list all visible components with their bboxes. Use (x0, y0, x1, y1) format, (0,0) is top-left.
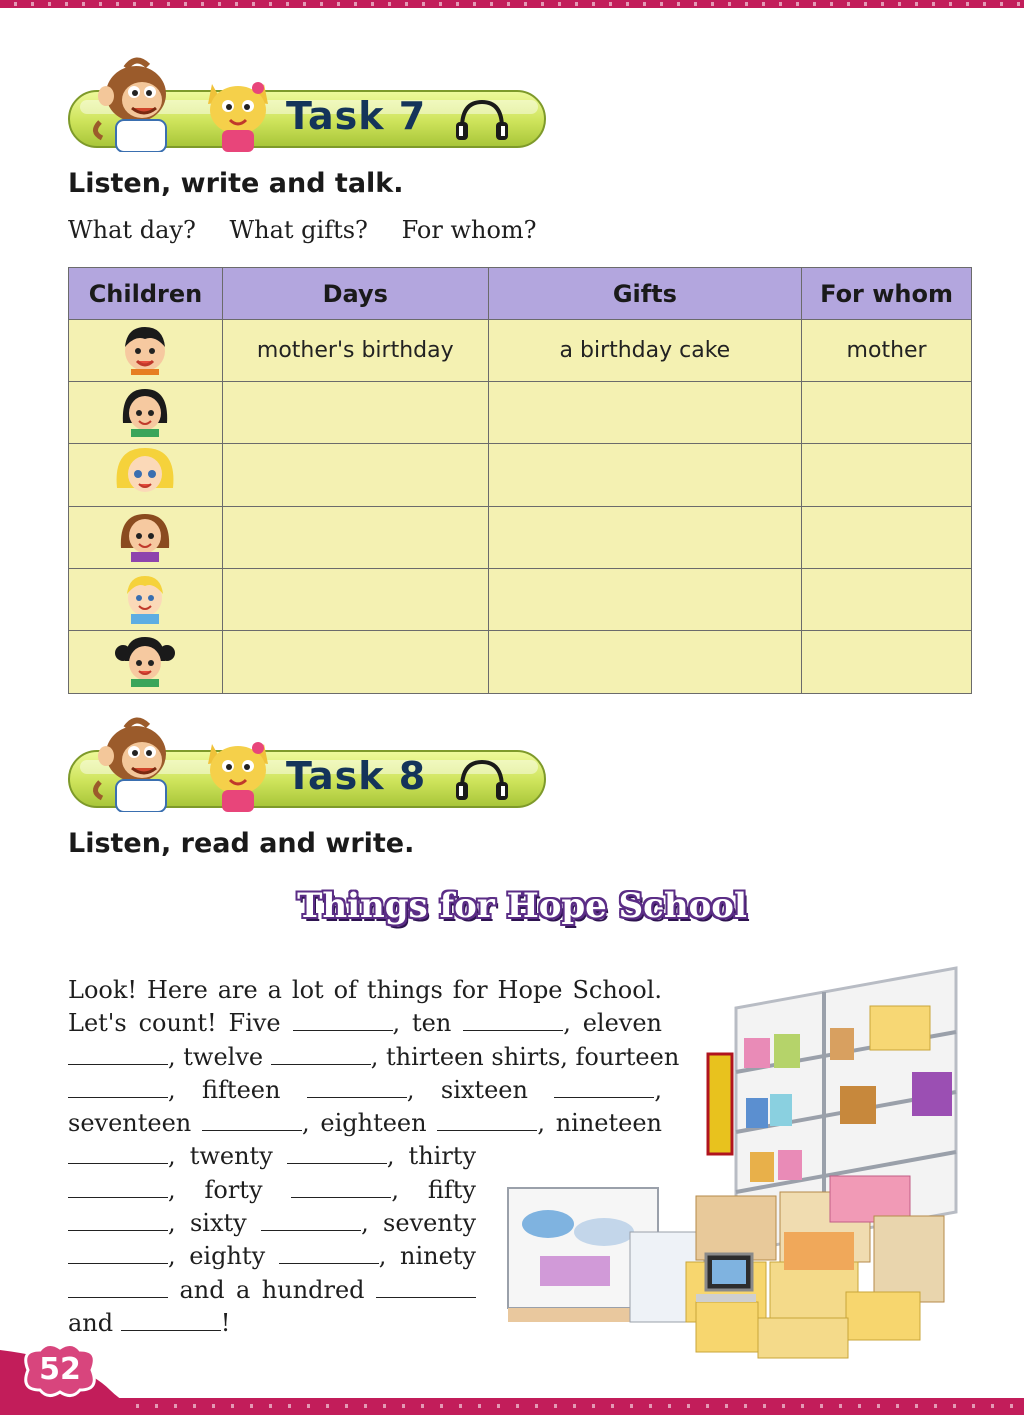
row2-whom[interactable] (802, 382, 972, 444)
blank[interactable] (68, 1076, 168, 1098)
counter-display (508, 1188, 704, 1322)
passage-line-7: , forty , fifty (68, 1174, 476, 1207)
page-number-badge (14, 1340, 106, 1400)
row6-days[interactable] (222, 631, 488, 694)
row3-days[interactable] (222, 444, 488, 507)
table-row (69, 631, 972, 694)
passage-line-4: , fifteen , sixteen , (68, 1074, 662, 1107)
passage-line-3: , twelve , thirteen shirts, fourteen (68, 1041, 662, 1074)
passage-line-10: and a hundred (68, 1274, 476, 1307)
blank[interactable] (287, 1142, 387, 1164)
headphones-icon (454, 98, 510, 142)
computer-icon (696, 1254, 756, 1302)
task7-questions (68, 216, 563, 244)
task7-instruction: Listen, write and talk. (68, 168, 404, 199)
child-avatar-6 (69, 631, 223, 694)
table-row (69, 507, 972, 569)
row6-whom[interactable] (802, 631, 972, 694)
page-number: 52 (39, 1352, 81, 1387)
task7-title: Task 7 (286, 94, 427, 138)
row1-gifts[interactable]: a birthday cake (488, 320, 802, 382)
blonde-girl-face-icon (113, 444, 177, 500)
task8-banner (68, 746, 546, 810)
girl-face-icon (117, 383, 173, 437)
child-avatar-4 (69, 507, 223, 569)
row4-days[interactable] (222, 507, 488, 569)
blank[interactable] (68, 1242, 168, 1264)
banner-sign (708, 1054, 732, 1154)
child-avatar-3 (69, 444, 223, 507)
table-row (69, 320, 972, 382)
headphones-icon (454, 758, 510, 802)
blank[interactable] (271, 1043, 371, 1065)
blank[interactable] (68, 1142, 168, 1164)
row3-whom[interactable] (802, 444, 972, 507)
table-row (69, 444, 972, 507)
story-title: Things for Hope School (297, 886, 747, 926)
header-for-whom: For whom (802, 268, 972, 320)
blank[interactable] (291, 1176, 391, 1198)
monkey-icon (86, 52, 196, 152)
row5-days[interactable] (222, 569, 488, 631)
row1-days[interactable]: mother's birthday (222, 320, 488, 382)
table-row (69, 382, 972, 444)
blonde-boy-face-icon (115, 570, 175, 624)
passage-line-2: Let's count! Five , ten , eleven (68, 1009, 662, 1038)
row2-gifts[interactable] (488, 382, 802, 444)
blank[interactable] (293, 1009, 393, 1031)
header-gifts: Gifts (488, 268, 802, 320)
blank[interactable] (279, 1242, 379, 1264)
blank[interactable] (261, 1209, 361, 1231)
row5-gifts[interactable] (488, 569, 802, 631)
boy-face-icon (117, 321, 173, 375)
row1-whom[interactable]: mother (802, 320, 972, 382)
top-border (0, 0, 1024, 8)
question-gifts: What gifts? (229, 216, 368, 244)
passage-line-1: Look! Here are a lot of things for Hope School. (68, 976, 662, 1004)
row4-whom[interactable] (802, 507, 972, 569)
task8-instruction: Listen, read and write. (68, 828, 415, 859)
row6-gifts[interactable] (488, 631, 802, 694)
passage-line-9: , eighty , ninety (68, 1240, 476, 1273)
question-day: What day? (68, 216, 196, 244)
row5-whom[interactable] (802, 569, 972, 631)
question-whom: For whom? (401, 216, 537, 244)
cat-icon (198, 72, 278, 152)
blank[interactable] (68, 1176, 168, 1198)
header-children: Children (69, 268, 223, 320)
store-illustration (500, 962, 960, 1362)
cat-icon (198, 732, 278, 812)
passage-line-6: , twenty , thirty (68, 1140, 476, 1173)
pigtail-girl-face-icon (113, 631, 177, 687)
blank[interactable] (68, 1043, 168, 1065)
child-avatar-5 (69, 569, 223, 631)
monkey-icon (86, 712, 196, 812)
brown-hair-girl-face-icon (115, 508, 175, 562)
passage-line-5: seventeen , eighteen , nineteen (68, 1109, 662, 1138)
blank[interactable] (376, 1276, 476, 1298)
bottom-border (0, 1398, 1024, 1415)
row4-gifts[interactable] (488, 507, 802, 569)
task7-table (68, 267, 972, 694)
blank[interactable] (68, 1209, 168, 1231)
header-days: Days (222, 268, 488, 320)
blank[interactable] (307, 1076, 407, 1098)
blank[interactable] (68, 1276, 168, 1298)
passage-line-8: , sixty , seventy (68, 1207, 476, 1240)
table-row (69, 569, 972, 631)
table-header-row (69, 268, 972, 320)
row3-gifts[interactable] (488, 444, 802, 507)
blank[interactable] (202, 1109, 302, 1131)
row2-days[interactable] (222, 382, 488, 444)
task8-title: Task 8 (286, 754, 427, 798)
child-avatar-1 (69, 320, 223, 382)
passage-line-11: and ! (68, 1308, 231, 1337)
child-avatar-2 (69, 382, 223, 444)
task7-banner (68, 86, 546, 150)
